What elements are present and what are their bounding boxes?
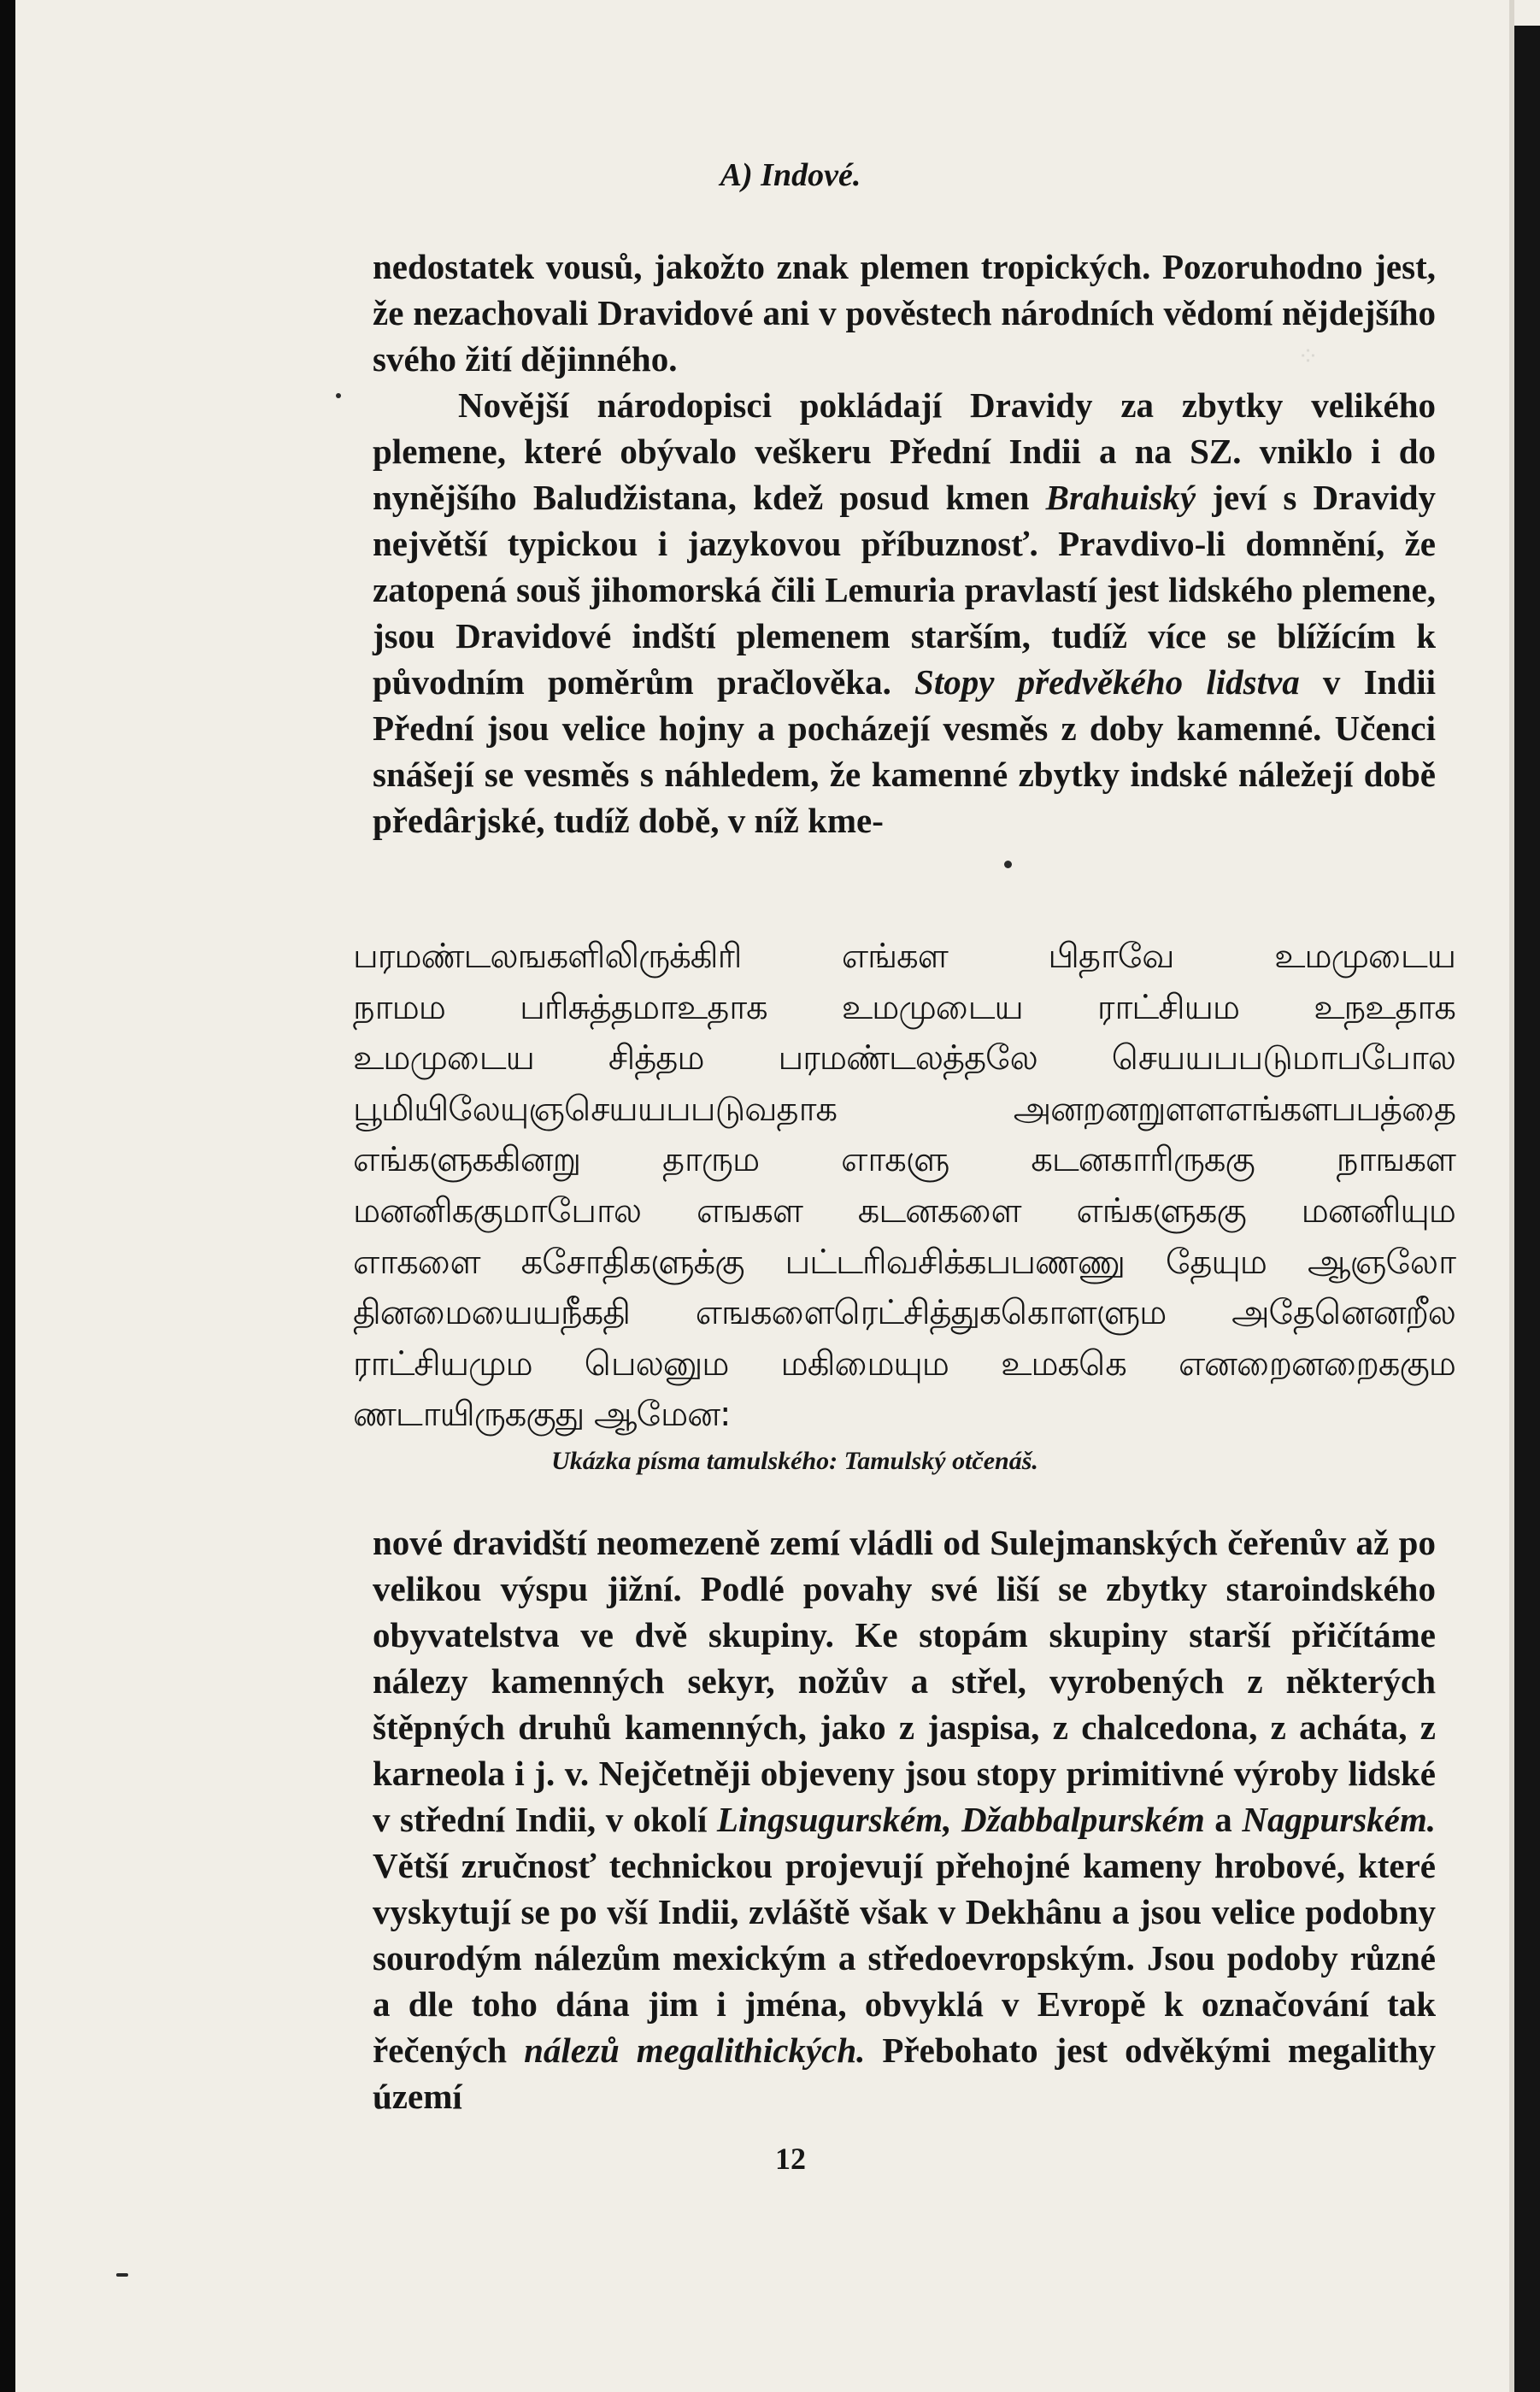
tamil-script-sample — [353, 932, 1455, 1441]
paragraph-b-italic-brahuisky: Brahuiský — [1045, 478, 1196, 517]
tamil-line: பரமண்டலஙகளிலிருக்கிரி எங்கள பிதாவே உமமுடைய — [353, 937, 1455, 976]
paragraph-c — [373, 1519, 1436, 2119]
paragraph-c-text-4: Přebohato jest odvěkými megalithy území — [373, 2031, 1437, 2116]
paragraph-c-italic-megalith: nálezů megalithických. — [524, 2031, 866, 2070]
paragraph-c-text-1: nové dravidští neomezeně zemí vládli od Sulejmanských čeřenův až po velikou výspu jižní. Podlé povahy své liší se zbytky staroindského obyvatelstva ve dvě skupiny. Ke stopám skupiny starší přičítáme nálezy kamenných sekyr, nožův a střel, vyrobených z některých štěpných druhů kamenných, jako z jaspisa, z chalcedona, z acháta, z karneola i j. v. Nejčetněji objeveny jsou stopy primitivné výroby lidské v střední Indii, v okolí — [373, 1523, 1436, 1839]
tamil-line: எங்களுககினறு தாரும எாகளு கடனகாரிருககு நாஙகள — [353, 1140, 1455, 1180]
page-number: 12 — [775, 2142, 806, 2176]
paragraph-c-italic-places: Lingsugurském, Džabbalpurském — [716, 1800, 1205, 1839]
tamil-line: ணடாயிருககுது ஆமேன: — [353, 1395, 731, 1435]
scan-speck — [336, 393, 341, 398]
paragraph-b-italic-stopy: Stopy předvěkého lidstva — [914, 662, 1300, 702]
tamil-line: ராட்சியமும பெலனும மகிமையும உமககெ எனறைனறைககும — [353, 1343, 1455, 1384]
tamil-line: எாகளை கசோதிகளுக்கு பட்டரிவசிக்கபபணணு தேயும ஆஞலோ — [353, 1242, 1455, 1282]
page-corner — [1514, 0, 1540, 26]
paragraph-b-text-2: jeví s Dravidy největší typickou i jazykovou příbuznosť. Pravdivo-li domnění, že zatopená souš jihomorská čili Lemuria pravlastí jest lidského plemene, jsou Dravidové indští plemenem starším, tudíž více se blížícím k původním poměrům pračlověka. — [373, 478, 1437, 702]
paragraph-a: nedostatek vousů, jakožto znak plemen tropických. Pozoruhodno jest, že nezachovali Dravidové ani v pověstech národních vědomí nějdejšího svého žití dějinného. — [373, 247, 1436, 379]
body-text-bottom — [373, 1519, 1436, 2119]
paragraph-b-text-1: Novější národopisci pokládají Dravidy za zbytky velikého plemene, které obývalo veškeru Přední Indii a na SZ. vniklo i do nynějšího Baludžistana, kdež posud kmen — [373, 385, 1436, 517]
scan-speck — [116, 2273, 128, 2277]
bleed-through-marks: ⁘ — [1297, 343, 1320, 371]
tamil-line: நாமம பரிசுத்தமாஉதாக உமமுடைய ராட்சியம உநஉதாக — [353, 987, 1455, 1027]
book-spine-shadow — [1514, 0, 1540, 2392]
paragraph-c-text-2: a — [1204, 1800, 1243, 1839]
tamil-line: உமமுடைய சித்தம பரமண்டலத்தலே செயயபபடுமாபபோல — [353, 1038, 1455, 1078]
tamil-line: மனனிககுமாபோல எஙகள கடனகளை எங்களுககு மனனியும — [353, 1190, 1455, 1231]
figure-caption: Ukázka písma tamulského: Tamulský otčenáš. — [551, 1447, 1038, 1475]
paragraph-c-text-3: Větší zručnosť technickou projevují přehojné kameny hrobové, které vyskytují se po vší Indii, zvláště však v Dekhânu a jsou velice podobny sourodým nálezům mexickým a středoevropským. Jsou podoby různé a dle toho dána jim i jména, obvyklá v Evropě k označování tak řečených — [373, 1846, 1436, 2070]
body-text-top — [373, 244, 1436, 843]
paper-page — [15, 0, 1514, 2392]
tamil-line: பூமியிலேயுஞசெயயபபடுவதாக அனறனறுளளஎங்களபபத்தை — [353, 1089, 1455, 1129]
ink-dot — [1004, 861, 1012, 868]
paragraph-b — [373, 382, 1436, 843]
tamil-line: தினமையையநீகதி எஙகளைரெட்சித்துககொளளும அதேனெனறீல — [353, 1293, 1455, 1333]
paragraph-c-italic-nagpur: Nagpurském. — [1242, 1800, 1437, 1839]
paragraph-b-text-3: v Indii Přední jsou velice hojny a pocházejí vesměs z doby kamenné. Učenci snášejí se vesměs s náhledem, že kamenné zbytky indské náležejí době předârjské, tudíž době, v níž kme- — [373, 662, 1436, 840]
running-header: A) Indové. — [720, 157, 861, 193]
